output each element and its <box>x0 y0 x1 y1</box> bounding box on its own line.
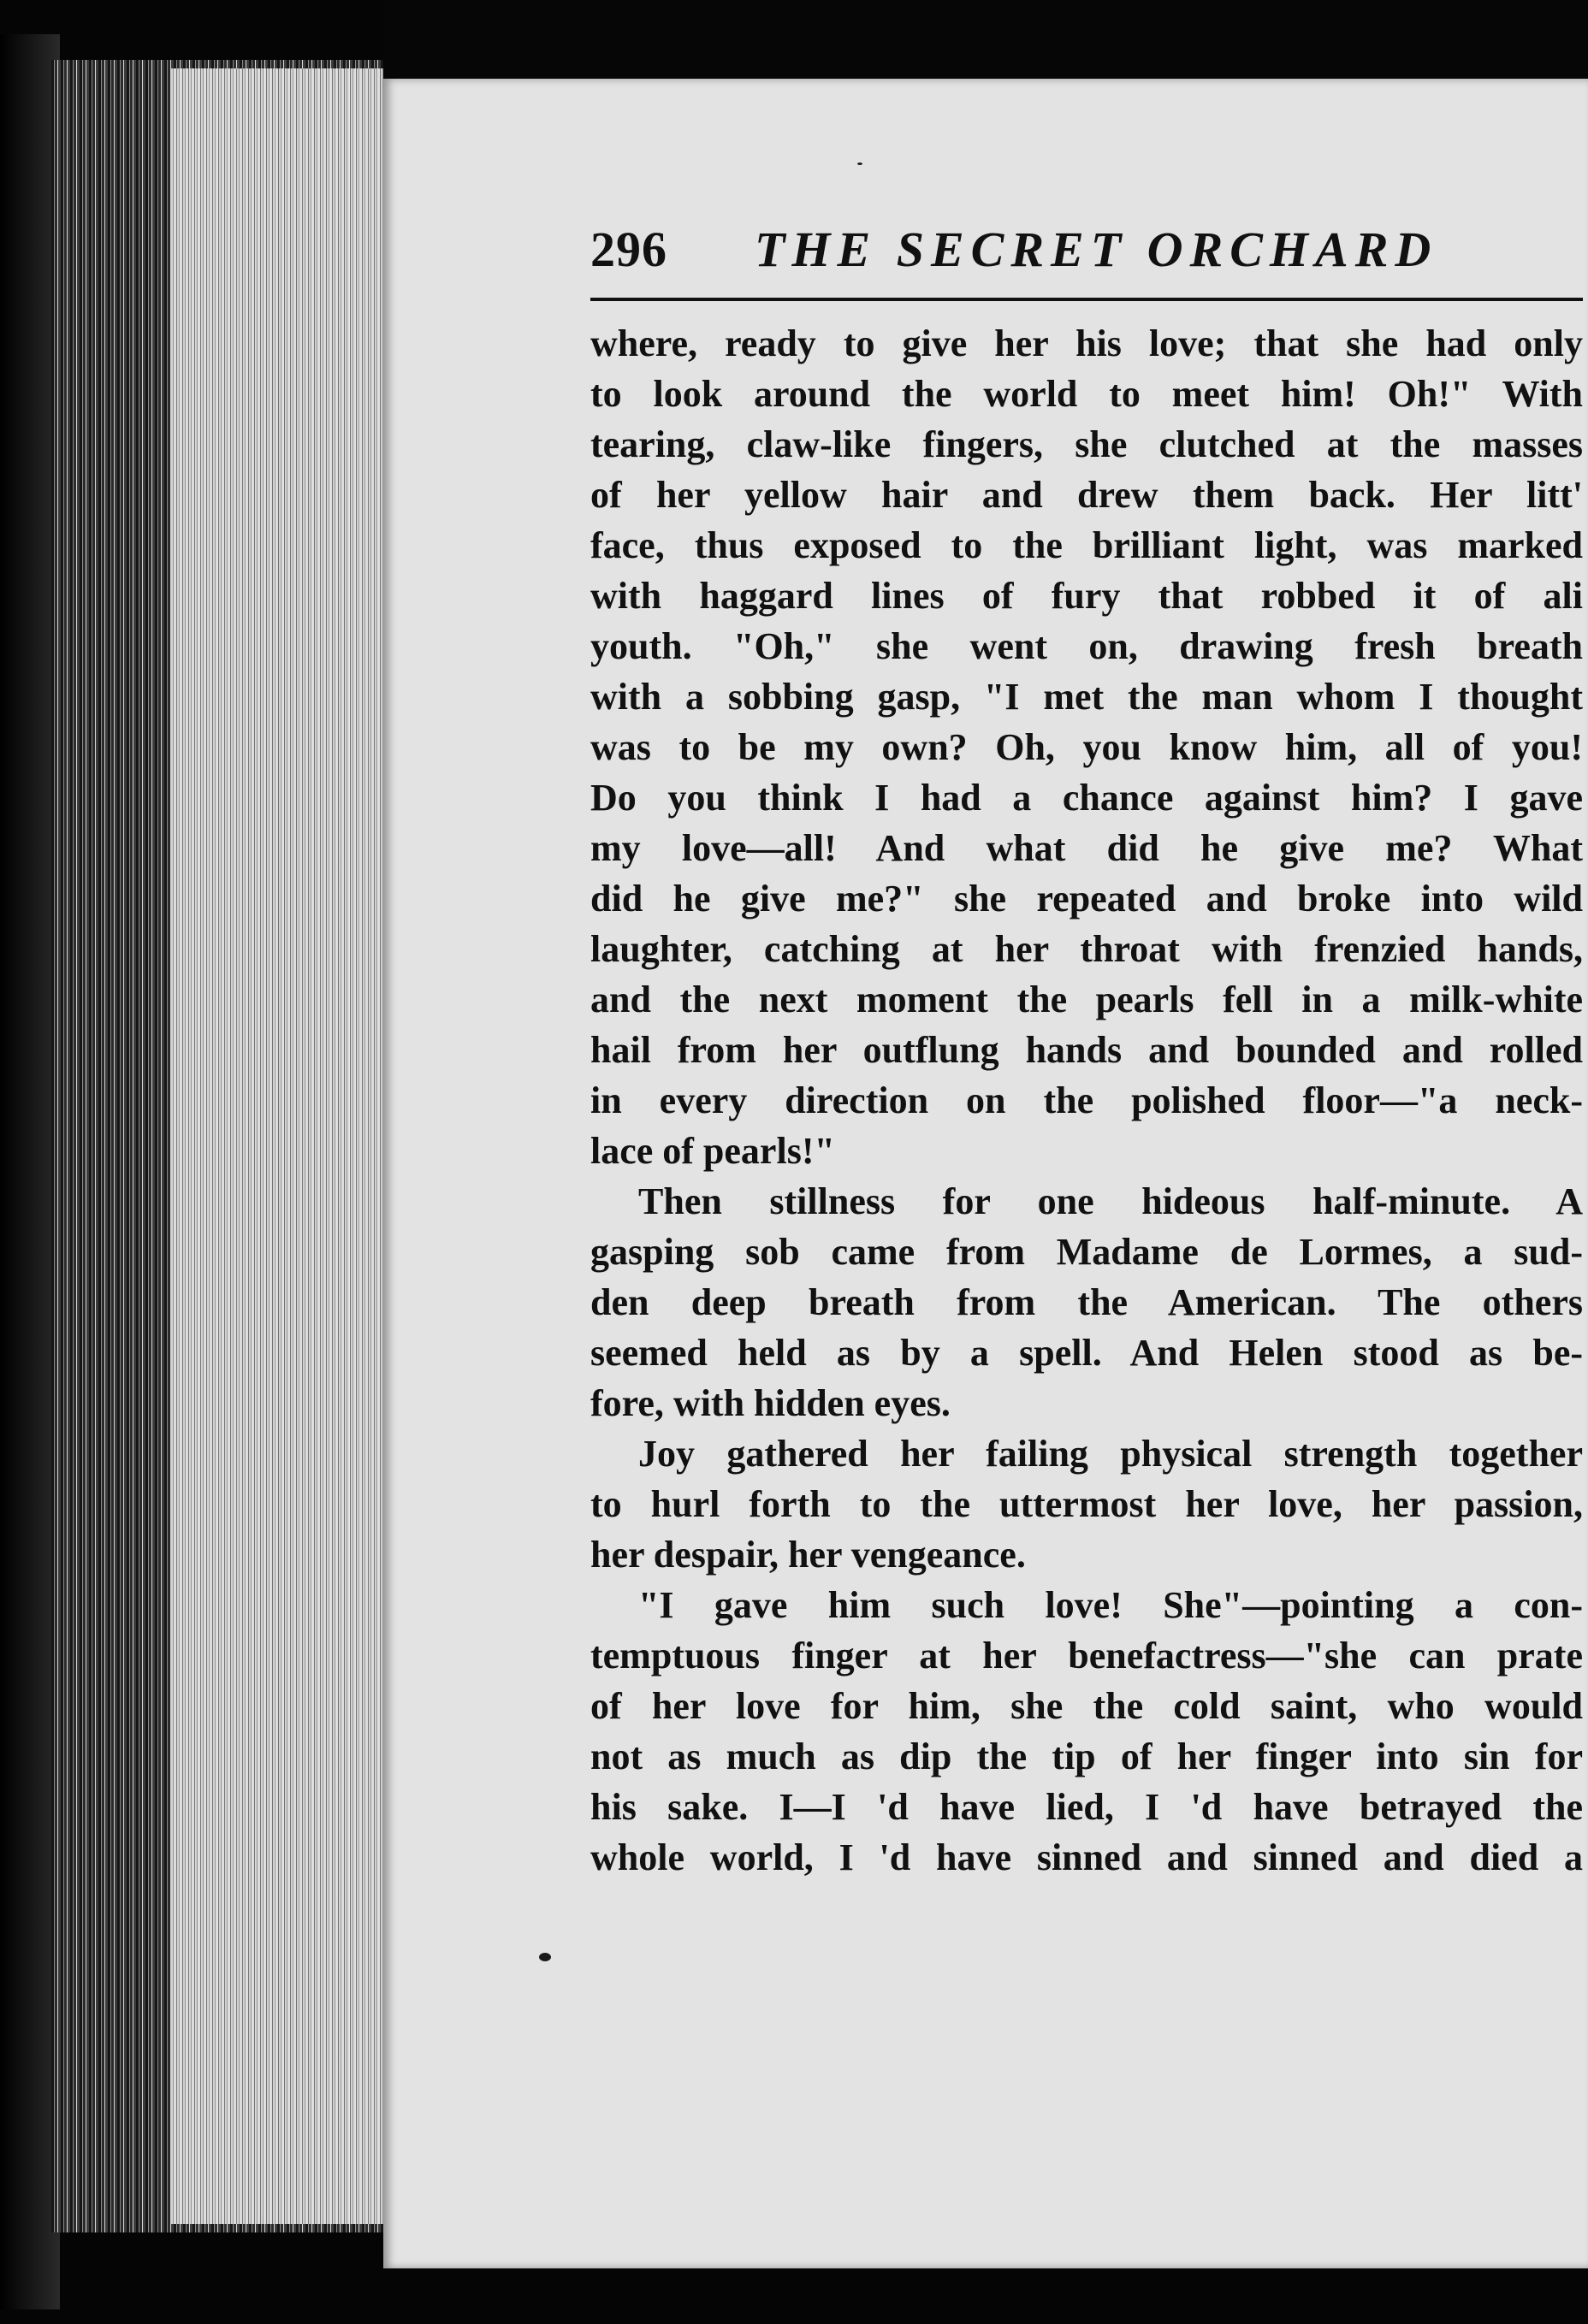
body-text <box>590 318 1583 1883</box>
book-shadow <box>0 34 60 2309</box>
text-line: with haggard lines of fury that robbed it of ali <box>590 575 1583 617</box>
text-line: laughter, catching at her throat with frenzied hands, <box>590 928 1583 970</box>
text-line: lace of pearls!" <box>590 1130 835 1172</box>
text-line: "I gave him such love! She"—pointing a con- <box>638 1584 1583 1626</box>
text-line: to look around the world to meet him! Oh!" With <box>590 373 1583 415</box>
text-line: Do you think I had a chance against him? I gave <box>590 777 1583 819</box>
scan-speck <box>539 1953 551 1961</box>
text-line: of her yellow hair and drew them back. Her litt' <box>590 474 1583 516</box>
text-line: Then stillness for one hideous half-minute. A <box>638 1180 1583 1222</box>
text-line: gasping sob came from Madame de Lormes, a sud- <box>590 1231 1583 1273</box>
text-line: his sake. I—I 'd have lied, I 'd have betrayed the <box>590 1786 1583 1828</box>
text-line: tearing, claw-like fingers, she clutched at the masses <box>590 423 1583 465</box>
text-line: Joy gathered her failing physical strength together <box>638 1433 1583 1475</box>
text-line: and the next moment the pearls fell in a milk-white <box>590 979 1583 1020</box>
text-line: my love—all! And what did he give me? What <box>590 827 1583 869</box>
text-line: of her love for him, she the cold saint, who would <box>590 1685 1583 1727</box>
text-line: fore, with hidden eyes. <box>590 1382 951 1424</box>
text-line: with a sobbing gasp, "I met the man whom I thought <box>590 676 1583 718</box>
text-line: den deep breath from the American. The others <box>590 1281 1583 1323</box>
text-line: not as much as dip the tip of her finger into sin for <box>590 1736 1583 1777</box>
book-page-edges-light <box>171 68 385 2224</box>
text-line: face, thus exposed to the brilliant light, was marked <box>590 524 1583 566</box>
text-line: hail from her outflung hands and bounded and rolled <box>590 1029 1583 1071</box>
scan-speck <box>857 163 862 165</box>
text-line: where, ready to give her his love; that she had only <box>590 322 1583 364</box>
header-rule <box>590 298 1583 301</box>
text-line: was to be my own? Oh, you know him, all of you! <box>590 726 1583 768</box>
text-line: to hurl forth to the uttermost her love, her passion, <box>590 1483 1583 1525</box>
running-title: THE SECRET ORCHARD <box>755 222 1438 277</box>
text-line: youth. "Oh," she went on, drawing fresh breath <box>590 625 1583 667</box>
page-header <box>590 221 1583 281</box>
scan-top-border <box>383 0 1588 79</box>
text-line: temptuous finger at her benefactress—"she can prate <box>590 1635 1583 1676</box>
text-line: in every direction on the polished floor—"a neck- <box>590 1079 1583 1121</box>
text-line: her despair, her vengeance. <box>590 1534 1026 1576</box>
text-line: did he give me?" she repeated and broke into wild <box>590 878 1583 920</box>
page-number: 296 <box>590 222 667 277</box>
text-line: seemed held as by a spell. And Helen stood as be- <box>590 1332 1583 1374</box>
text-line: whole world, I 'd have sinned and sinned and died a <box>590 1836 1583 1878</box>
